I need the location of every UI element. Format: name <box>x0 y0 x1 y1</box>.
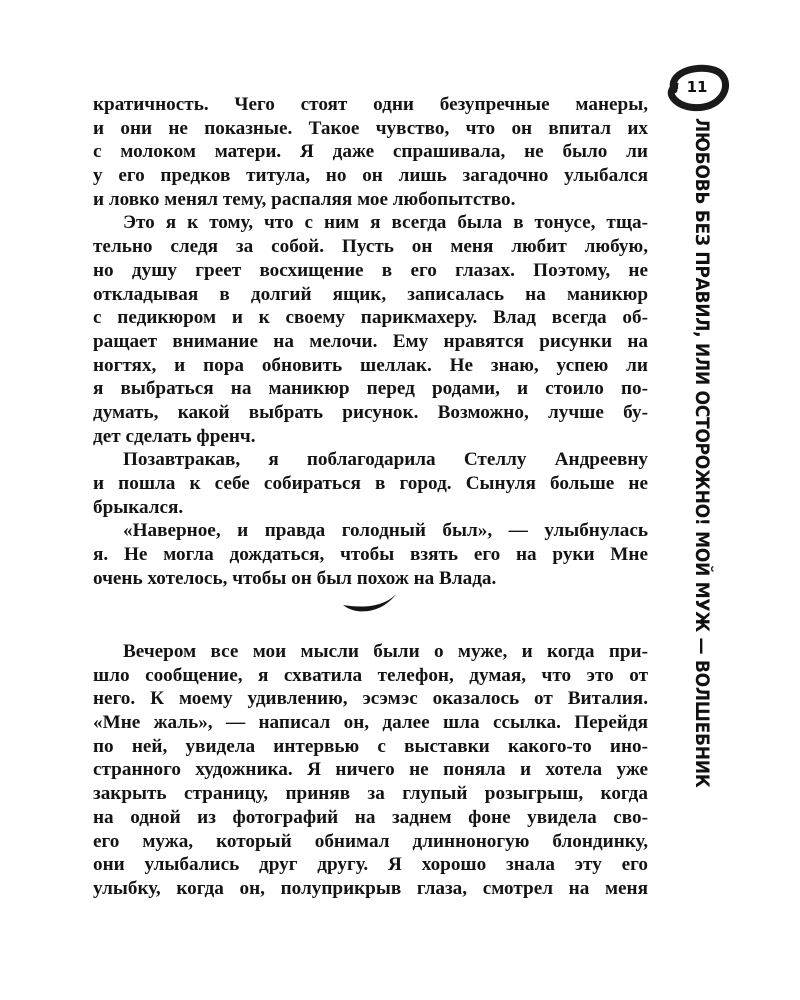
text-line: откладывая в долгий ящик, записалась на маникюр <box>93 283 648 305</box>
text-line: «Мне жаль», — написал он, далее шла ссылка. Перейдя <box>93 712 648 734</box>
text-line: но душу греет восхищение в его глазах. Поэтому, не <box>93 259 648 281</box>
running-title: ЛЮБОВЬ БЕЗ ПРАВИЛ, ИЛИ ОСТОРОЖНО! МОЙ МУЖ — ВОЛШЕБНИК <box>691 118 713 788</box>
text-line: очень хотелось, чтобы он был похож на Влада. <box>93 567 497 589</box>
text-line: и пошла к себе собираться в город. Сынуля больше не <box>93 473 648 494</box>
page-number: 11 <box>686 78 708 96</box>
text-line: кратичность. Чего стоят одни безупречные манеры, <box>93 94 648 115</box>
text-line: они улыбались друг другу. Я хорошо знала эту его <box>93 854 648 876</box>
text-line: улыбку, когда он, полуприкрыв глаза, смотрел на меня <box>93 877 648 899</box>
text-block-1 <box>93 93 648 590</box>
text-line: закрыть страницу, приняв за глупый розыгрыш, когда <box>93 783 648 805</box>
text-line: брыкался. <box>93 496 184 518</box>
feather-ornament-icon <box>341 591 399 617</box>
text-block-2 <box>93 640 648 901</box>
text-line: думать, какой выбрать рисунок. Возможно, лучше бу- <box>93 401 648 423</box>
text-line: Это я к тому, что с ним я всегда была в тонусе, тща- <box>123 212 648 234</box>
text-line: по ней, увидела интервью с выставки какого-то ино- <box>93 735 648 757</box>
text-line: тельно следя за собой. Пусть он меня любит любую, <box>93 236 648 258</box>
text-line: странного художника. Я ничего не поняла и хотела уже <box>93 759 648 781</box>
text-line: на одной из фотографий на заднем фоне увидела сво- <box>93 806 648 828</box>
text-line: Позавтракав, я поблагодарила Стеллу Андреевну <box>123 449 648 471</box>
text-line: него. К моему удивлению, эсэмэс оказалось от Виталия. <box>93 688 648 710</box>
text-line: я выбраться на маникюр перед родами, и стоило по- <box>93 378 648 400</box>
text-line: и они не показные. Такое чувство, что он впитал их <box>93 117 648 139</box>
text-line: ращает внимание на мелочи. Ему нравятся рисунки на <box>93 330 648 352</box>
text-line: и ловко менял тему, распаляя мое любопытство. <box>93 188 516 210</box>
text-line: у его предков титула, но он лишь загадочно улыбался <box>93 165 648 187</box>
text-line: я. Не могла дождаться, чтобы взять его на руки Мне <box>93 544 648 566</box>
text-line: с педикюром и к своему парикмахеру. Влад всегда об- <box>93 307 648 329</box>
text-line: с молоком матери. Я даже спрашивала, не было ли <box>93 141 648 163</box>
text-line: «Наверное, и правда голодный был», — улыбнулась <box>123 520 648 542</box>
text-line: шло сообщение, я схватила телефон, думая, что это от <box>93 664 648 686</box>
text-line: ногтях, и пора обновить шеллак. Не знаю, успею ли <box>93 354 648 376</box>
text-line: Вечером все мои мысли были о муже, и когда при- <box>123 641 648 662</box>
text-line: его мужа, который обнимал длинноногую блондинку, <box>93 830 648 852</box>
text-line: дет сделать френч. <box>93 425 256 447</box>
